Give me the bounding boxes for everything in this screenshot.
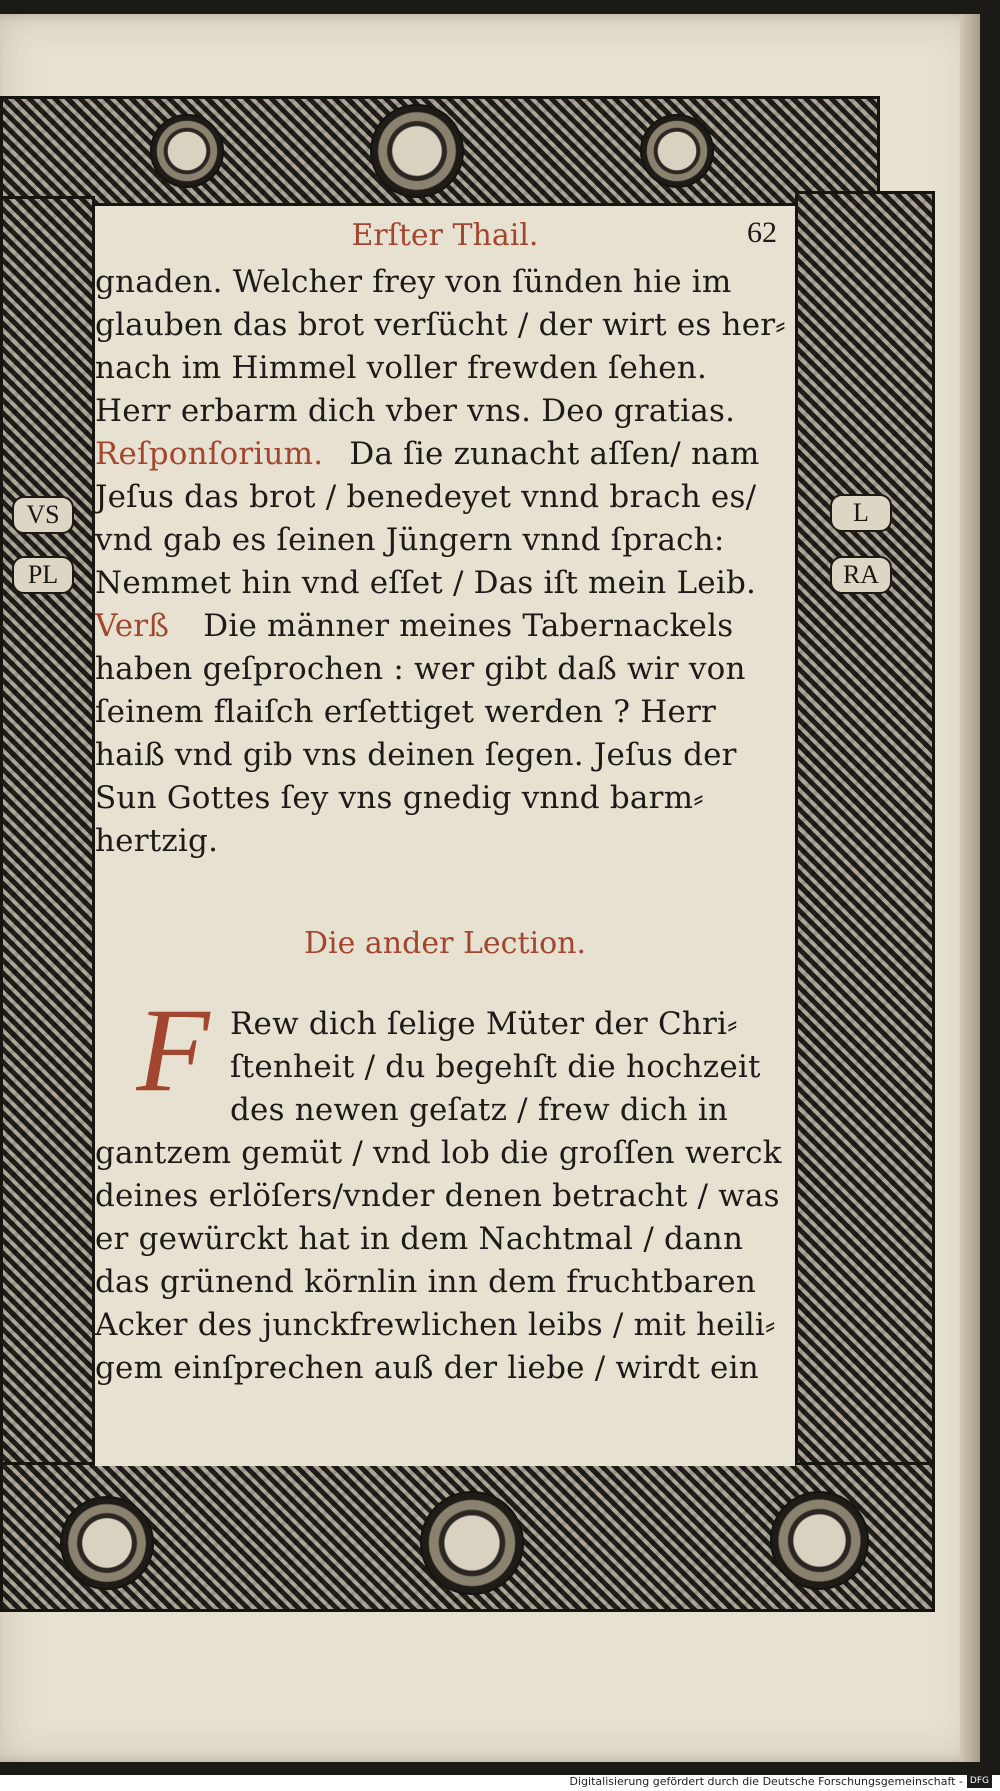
text-block bbox=[95, 206, 795, 1466]
responsorium-line: Jeſus das brot / benedeyet vnnd brach es/ bbox=[95, 479, 757, 515]
lection-line: Acker des junckfrewlichen leibs / mit heili⸗ bbox=[95, 1307, 776, 1343]
border-scroll-ornament bbox=[150, 114, 224, 188]
lection-line: Rew dich ſelige Müter der Chri⸗ bbox=[230, 1006, 738, 1042]
running-title: Erſter Thail. bbox=[351, 218, 539, 253]
border-face-ornament bbox=[370, 104, 464, 198]
page-number: 62 bbox=[747, 216, 777, 249]
border-letter-right-1: L bbox=[830, 494, 892, 532]
responsorium-label: Reſponſorium. bbox=[95, 436, 324, 472]
vers-line: haben geſprochen : wer gibt daß wir von bbox=[95, 651, 746, 687]
border-right-band bbox=[795, 191, 935, 1476]
border-beast-ornament bbox=[770, 1491, 869, 1590]
decorated-initial: F bbox=[136, 983, 210, 1116]
vers-line bbox=[95, 608, 795, 644]
responsorium-line: vnd gab es ſeinen Jüngern vnnd ſprach: bbox=[95, 522, 725, 558]
border-letter-left-1: VS bbox=[12, 496, 74, 534]
body-line: nach im Himmel voller frewden ſehen. bbox=[95, 350, 708, 386]
vers-line: haiß vnd gib vns deinen ſegen. Jeſus der bbox=[95, 737, 737, 773]
responsorium-text: Da ſie zunacht aſſen/ nam bbox=[349, 436, 760, 472]
vers-line: Sun Gottes ſey vns gnedig vnnd barm⸗ bbox=[95, 780, 704, 816]
lection-line: er gewürckt hat in dem Nachtmal / dann bbox=[95, 1221, 744, 1257]
lection-line: ſtenheit / du begehſt die hochzeit bbox=[230, 1049, 761, 1085]
border-left-band bbox=[0, 196, 95, 1476]
body-line: Herr erbarm dich vber vns. Deo gratias. bbox=[95, 393, 736, 429]
digitization-footer bbox=[570, 1773, 992, 1789]
vers-line: hertzig. bbox=[95, 823, 219, 859]
vers-text: Die männer meines Tabernackels bbox=[203, 608, 734, 644]
lection-line: das grünend körnlin inn dem fruchtbaren bbox=[95, 1264, 757, 1300]
lection-line: deines erlöſers/vnder denen betracht / was bbox=[95, 1178, 780, 1214]
vers-line: ſeinem flaiſch erſettiget werden ? Herr bbox=[95, 694, 717, 730]
responsorium-line: Nemmet hin vnd eſſet / Das iſt mein Leib. bbox=[95, 565, 757, 601]
page-edge bbox=[960, 14, 980, 1762]
body-line: gnaden. Welcher frey von ſünden hie im bbox=[95, 264, 732, 300]
border-beast-ornament bbox=[60, 1496, 154, 1590]
border-scroll-ornament bbox=[640, 114, 714, 188]
lection-line: gantzem gemüt / vnd lob die groſſen werck bbox=[95, 1135, 782, 1171]
responsorium-line bbox=[95, 436, 795, 472]
border-letter-right-2: RA bbox=[830, 556, 892, 594]
border-letter-left-2: PL bbox=[12, 556, 74, 594]
lection-heading: Die ander Lection. bbox=[303, 926, 587, 961]
border-face-ornament bbox=[420, 1491, 524, 1595]
digitization-credit: Digitalisierung gefördert durch die Deutsche Forschungsgemeinschaft - bbox=[569, 1774, 963, 1788]
lection-line: des newen geſatz / frew dich in bbox=[230, 1092, 729, 1128]
dfg-logo: DFG bbox=[967, 1775, 992, 1788]
vers-label: Verß bbox=[95, 608, 170, 644]
lection-line: gem einſprechen auß der liebe / wirdt ein bbox=[95, 1350, 759, 1386]
body-line: glauben das brot verſücht / der wirt es her⸗ bbox=[95, 307, 786, 343]
